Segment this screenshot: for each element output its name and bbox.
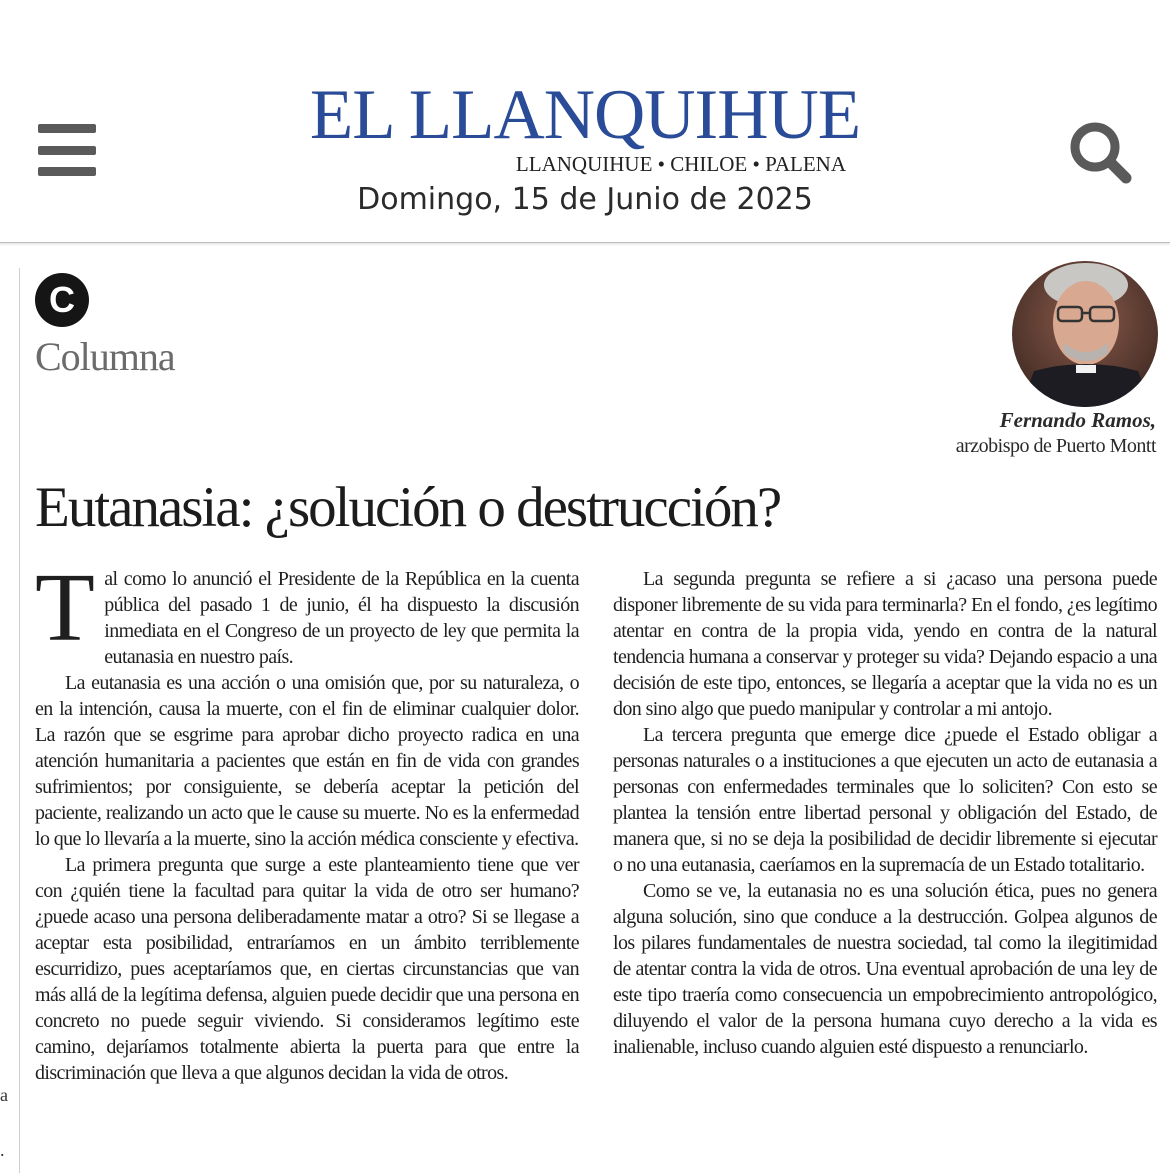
header-shadow	[0, 243, 1170, 246]
site-logo-subtitle: LLANQUIHUE • CHILOE • PALENA	[515, 152, 846, 176]
section-badge: C	[35, 273, 89, 327]
author-portrait-image	[1012, 261, 1158, 407]
search-button[interactable]	[1068, 120, 1134, 186]
hamburger-menu-icon-bar	[38, 167, 96, 176]
author-name: Fernando Ramos,	[999, 408, 1156, 432]
article-paragraph: La eutanasia es una acción o una omisión que, por su naturaleza, o en la intención, causa la muerte, con el fin de eliminar cualquier dolor. La razón que se esgrime para aprobar dicho proyecto radica en una atención humanitaria a pacientes que están en fin de vida con grandes sufrimientos; por consiguiente, se debería aceptar la petición del paciente, realizando un acto que le cause su muerte. No es la enfermedad lo que lo llevaría a la muerte, sino la acción médica consciente y efectiva.	[35, 672, 579, 850]
article-paragraph-text: al como lo anunció el Presidente de la República en la cuenta pública del pasado 1 de junio, él ha dispuesto la discusión inmediata en el Congreso de un proyecto de ley que permita la eutanasia en nuestro país.	[104, 568, 579, 668]
article-column-right	[613, 566, 1157, 1060]
section-label: Columna	[35, 334, 175, 379]
article-paragraph: Como se ve, la eutanasia no es una solución ética, pues no genera alguna solución, sino que conduce a la destrucción. Golpea algunos de los pilares fundamentales de nuestra sociedad, tal como la ilegitimidad de atentar contra la vida de otros. Una eventual aprobación de una ley de este tipo traería como consecuencia un empobrecimiento antropológico, diluyendo el valor de la persona humana cuyo derecho a la vida es inalienable, incluso cuando alguien esté dispuesto a renunciarlo.	[613, 880, 1157, 1058]
article-column-left	[35, 554, 579, 1086]
article-headline: Eutanasia: ¿solución o destrucción?	[35, 476, 781, 539]
cropped-text-fragment: .	[0, 1140, 5, 1160]
search-icon	[1068, 120, 1134, 186]
article-paragraph: La primera pregunta que surge a este planteamiento tiene que ver con ¿quién tiene la facultad para quitar la vida de otro ser humano? ¿puede acaso una persona deliberadamente matar a otro? Si se llegase a aceptar esta posibilidad, entraríamos en un ámbito terriblemente escurridizo, pues aceptaríamos que, en ciertas circunstancias que van más allá de la legítima defensa, alguien puede decidir que una persona en concreto no puede seguir viviendo. Si consideramos legítimo este camino, dejaríamos totalmente abierta la puerta para que entre la discriminación que lleva a que algunos decidan la vida de otros.	[35, 854, 579, 1084]
article-paragraph	[35, 554, 579, 670]
edition-date: Domingo, 15 de Junio de 2025	[357, 182, 813, 217]
author-photo	[1012, 261, 1158, 407]
drop-cap: T	[35, 554, 95, 662]
article-paragraph: La segunda pregunta se refiere a si ¿acaso una persona puede disponer libremente de su vida para terminarla? En el fondo, ¿es legítimo atentar en contra de la propia vida, yendo en contra de la natural tendencia humana a conservar y proteger su vida? Dejando espacio a una decisión de este tipo, entonces, se llegaría a aceptar que la vida no es un don sino algo que puedo manipular y controlar a mi antojo.	[613, 568, 1157, 720]
left-column-rule	[19, 268, 20, 1173]
article-paragraph: La tercera pregunta que emerge dice ¿puede el Estado obligar a personas naturales o a instituciones a que ejecuten un acto de eutanasia a personas con enfermedades terminales que lo soliciten? Con esto se plantea la tensión entre libertad personal y obligación del Estado, de manera que, si no se deja la posibilidad de decidir libremente si ejecutar o no una eutanasia, caeríamos en la supremacía de un Estado totalitario.	[613, 724, 1157, 876]
cropped-text-fragment: a	[0, 1085, 8, 1105]
site-logo[interactable]: EL LLANQUIHUE	[309, 76, 861, 154]
site-header	[0, 0, 1170, 244]
author-role: arzobispo de Puerto Montt	[955, 435, 1156, 457]
